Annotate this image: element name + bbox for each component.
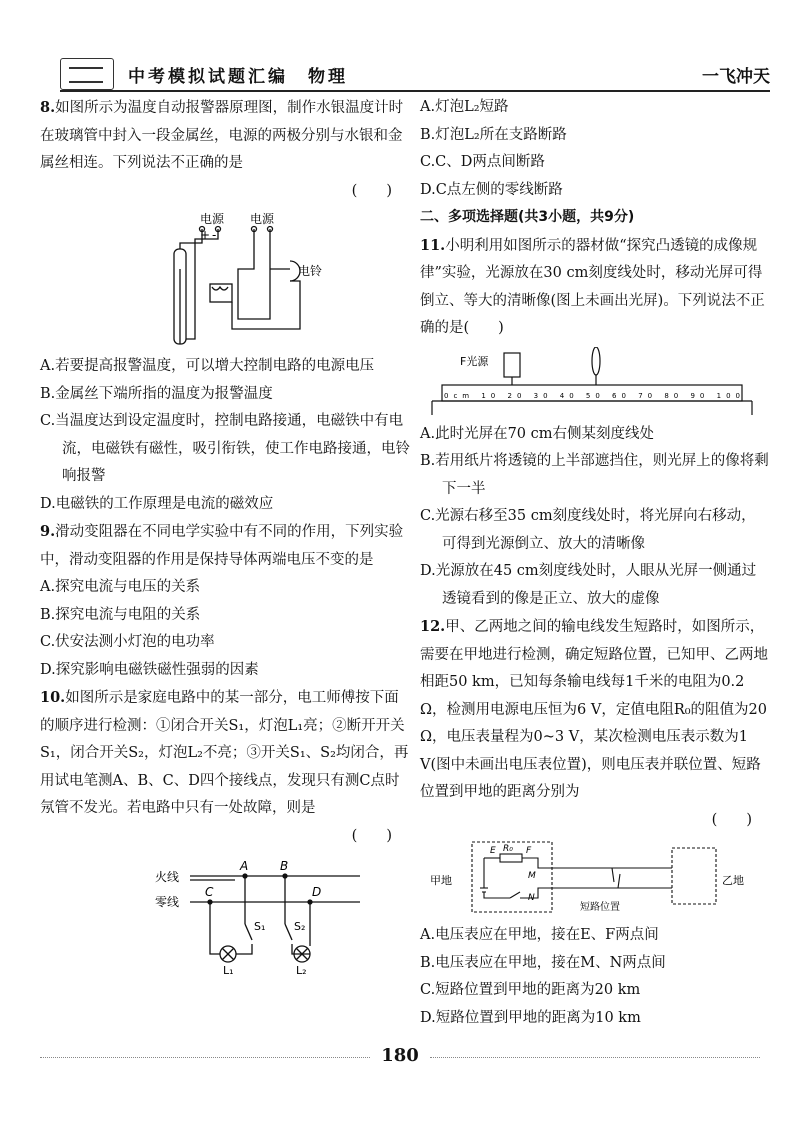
- question-9: [40, 518, 410, 574]
- fig-switch-s2: S₂: [294, 920, 306, 933]
- question-number: 11.: [420, 236, 446, 254]
- question-stem: 小明利用如图所示的器材做“探究凸透镜的成像规律”实验，光源放在30 cm刻度线处时，移动光屏可得倒立、等大的清晰像(图上未画出光屏)。下列说法不正确的是: [420, 237, 765, 336]
- left-column: [40, 94, 410, 978]
- q12-option-a: A.电压表应在甲地，接在E、F两点间: [420, 927, 659, 943]
- header-brand: 一飞冲天: [702, 67, 770, 87]
- q8-option-d: D.电磁铁的工作原理是电流的磁效应: [40, 495, 274, 512]
- question-number: 8.: [40, 99, 56, 116]
- q10-option-d: D.C点左侧的零线断路: [420, 181, 563, 198]
- question-number: 9.: [40, 523, 56, 540]
- question-stem: 如图所示是家庭电路中的某一部分，电工师傅按下面的顺序进行检测：①闭合开关S₁，灯泡L₁亮；②断开开关S₁，闭合开关S₂，灯泡L₂不亮；③开关S₁、S₂均闭合，再用试电笔测A、B、C、D四个接线点，发现只有测C点时氖管不发光。若电路中只有一处故障，则是: [40, 690, 409, 816]
- q10-option-c: C.C、D两点间断路: [420, 154, 545, 170]
- fig-label-bell: 电铃: [298, 264, 323, 278]
- q11-option-d: D.光源放在45 cm刻度线处时，人眼从光屏一侧通过透镜看到的像是正立、放大的虚像: [420, 563, 757, 607]
- fig-plus: +: [200, 228, 211, 242]
- right-column: [420, 94, 770, 1032]
- q12-option-c: C.短路位置到甲地的距离为20 km: [420, 982, 641, 998]
- fig-label-short: 短路位置: [580, 902, 620, 913]
- q12-option-d: D.短路位置到甲地的距离为10 km: [420, 1009, 641, 1026]
- fig-switch-s1: S₁: [254, 920, 266, 933]
- fig-point-d: D: [312, 885, 322, 899]
- fig-label-source: F光源: [460, 354, 489, 368]
- q9-option-d: D.探究影响电磁铁磁性强弱的因素: [40, 661, 259, 678]
- fig-label-neutral: 零线: [155, 895, 180, 909]
- transmission-line-figure: [420, 838, 770, 918]
- fig-label-live: 火线: [155, 870, 180, 884]
- q9-option-b: B.探究电流与电阻的关系: [40, 606, 201, 623]
- header-title: 中考模拟试题汇编 物理: [128, 67, 348, 87]
- fig-label-source1: 电源: [200, 212, 225, 226]
- fig-point-m: M: [528, 871, 536, 881]
- answer-paren: ( ): [351, 182, 392, 199]
- question-number: 12.: [420, 618, 446, 635]
- fig-point-c: C: [205, 885, 214, 899]
- q8-option-b: B.金属丝下端所指的温度为报警温度: [40, 385, 273, 402]
- q11-option-b: B.若用纸片将透镜的上半部遮挡住，则光屏上的像将剩下一半: [420, 453, 769, 497]
- fig-minus: -: [212, 228, 217, 242]
- fig-lamp-l1: L₁: [223, 964, 234, 974]
- fig-label-yi: 乙地: [722, 874, 744, 887]
- header-rule: [60, 90, 770, 92]
- page-header: [60, 58, 770, 90]
- q9-option-a: A.探究电流与电压的关系: [40, 579, 201, 595]
- section-heading: 二、多项选择题(共3小题，共9分): [420, 209, 635, 225]
- answer-paren: ( ): [711, 811, 752, 828]
- q10-option-b: B.灯泡L₂所在支路断路: [420, 126, 567, 143]
- q12-option-b: B.电压表应在甲地，接在M、N两点间: [420, 954, 666, 971]
- optical-bench-figure: [420, 347, 770, 417]
- q10-option-a: A.灯泡L₂短路: [420, 99, 509, 115]
- question-11: [420, 232, 770, 343]
- alarm-circuit-figure: [40, 209, 410, 349]
- answer-paren: ( ): [351, 827, 392, 844]
- page-number: 180: [0, 1045, 800, 1066]
- q11-option-a: A.此时光屏在70 cm右侧某刻度线处: [420, 425, 655, 442]
- question-stem: 如图所示为温度自动报警器原理图，制作水银温度计时在玻璃管中封入一段金属丝，电源的两极分别与水银和金属丝相连。下列说法不正确的是: [40, 100, 404, 171]
- q8-option-c: C.当温度达到设定温度时，控制电路接通，电磁铁中有电流，电磁铁有磁性，吸引衔铁，使工作电路接通，电铃响报警: [40, 413, 410, 484]
- q8-option-a: A.若要提高报警温度，可以增大控制电路的电源电压: [40, 358, 375, 374]
- answer-paren: ( ): [463, 320, 504, 336]
- fig-point-b: B: [280, 859, 289, 873]
- fig-point-n: N: [528, 893, 535, 903]
- fig-point-a: A: [240, 859, 249, 873]
- fig-scale-labels: 0cm 10 20 30 40 50 60 70 80 90 100: [444, 391, 740, 400]
- question-12: [420, 613, 770, 807]
- question-number: 10.: [40, 689, 66, 706]
- question-stem: 滑动变阻器在不同电学实验中有不同的作用，下列实验中，滑动变阻器的作用是保持导体两端电压不变的是: [40, 524, 404, 568]
- question-stem: 甲、乙两地之间的输电线发生短路时，如图所示，需要在甲地进行检测，确定短路位置，已知甲、乙两地相距50 km，已知每条输电线每1千米的电阻为0.2 Ω，检测用电源电压恒为6 V，定值电阻R₀的阻值为20 Ω，电压表量程为0~3 V，某次检测电压表示数为1 V(图中未画出电压表位置)，则电压表并联位置、短路位置到甲地的距离分别为: [420, 619, 768, 800]
- question-8: [40, 94, 410, 178]
- fig-label-jia: 甲地: [430, 874, 452, 887]
- fig-point-f: F: [526, 846, 532, 856]
- question-10: [40, 684, 410, 823]
- q9-option-c: C.伏安法测小灯泡的电功率: [40, 634, 215, 650]
- fig-point-e: E: [490, 846, 496, 856]
- fig-resistor-r0: R₀: [503, 844, 513, 854]
- fig-lamp-l2: L₂: [296, 964, 307, 974]
- fig-label-source2: 电源: [250, 212, 275, 226]
- household-circuit-figure: [40, 854, 410, 974]
- q11-option-c: C.光源右移至35 cm刻度线处时，将光屏向右移动，可得到光源倒立、放大的清晰像: [420, 508, 756, 552]
- series-logo: [60, 58, 114, 90]
